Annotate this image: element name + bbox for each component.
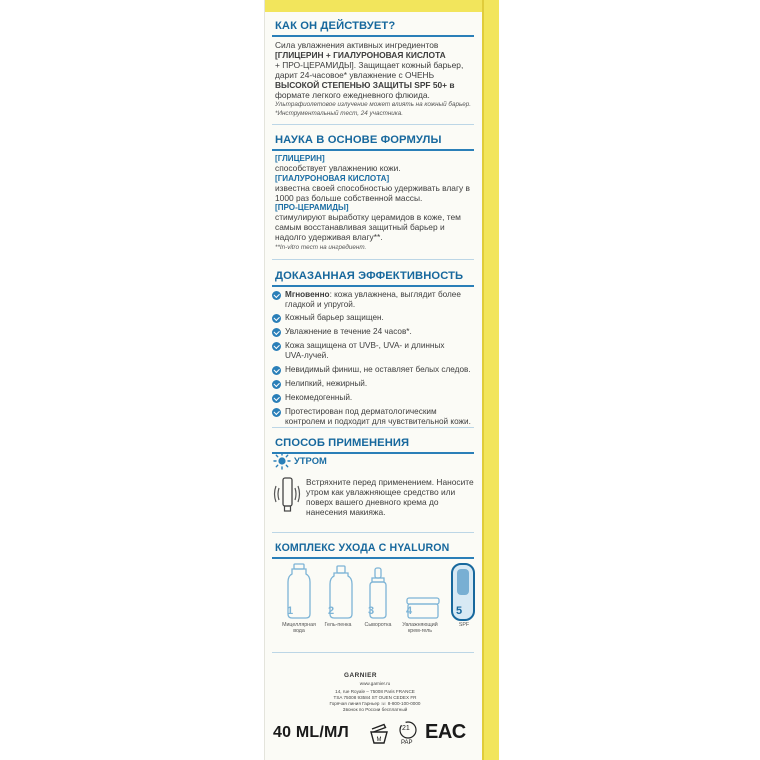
item-text: гладкой и упругой. bbox=[285, 300, 356, 310]
science-title: НАУКА В ОСНОВЕ ФОРМУЛЫ bbox=[275, 134, 442, 146]
usage-line-4: нанесения макияжа. bbox=[306, 507, 386, 517]
item-bold: Мгновенно bbox=[285, 290, 330, 299]
divider bbox=[272, 285, 474, 287]
ceramide-line-2: самым восстанавливая защитный барьер и bbox=[275, 222, 445, 232]
routine-title: КОМПЛЕКС УХОДА С HYALURON bbox=[275, 542, 450, 554]
divider bbox=[272, 427, 474, 428]
shake-tube-icon bbox=[272, 476, 302, 514]
ceramide-heading: [ПРО-ЦЕРАМИДЫ] bbox=[275, 203, 349, 212]
how-line-4: дарит 24-часовое* увлажнение с ОЧЕНЬ bbox=[275, 70, 435, 80]
step-caption: Увлажняющий крем-гель bbox=[402, 622, 438, 635]
glycerin-text: способствует увлажнению кожи. bbox=[275, 163, 401, 173]
step-number: 3 bbox=[368, 605, 375, 617]
divider bbox=[272, 149, 474, 151]
step-number: 4 bbox=[406, 605, 413, 617]
usage-title: СПОСОБ ПРИМЕНЕНИЯ bbox=[275, 437, 410, 449]
eac-mark: EAC bbox=[425, 721, 466, 743]
item-text: Кожа защищена от UVB-, UVA- и длинных bbox=[285, 341, 445, 350]
divider bbox=[272, 35, 474, 37]
efficacy-title: ДОКАЗАННАЯ ЭФФЕКТИВНОСТЬ bbox=[275, 270, 464, 282]
hyaluron-heading: [ГИАЛУРОНОВАЯ КИСЛОТА] bbox=[275, 174, 390, 183]
divider bbox=[272, 124, 474, 125]
step-caption: Мицеллярная вода bbox=[282, 622, 316, 635]
how-it-works-title: КАК ОН ДЕЙСТВУЕТ? bbox=[275, 20, 396, 32]
recycle-code: PAP bbox=[401, 740, 413, 746]
step-number: 2 bbox=[328, 605, 335, 617]
science-note: **In-vitro тест на ингредиент. bbox=[275, 244, 367, 251]
glycerin-heading: [ГЛИЦЕРИН] bbox=[275, 154, 325, 163]
step-caption: Гель-пенка bbox=[324, 622, 352, 628]
how-line-2: [ГЛИЦЕРИН + ГИАЛУРОНОВАЯ КИСЛОТА bbox=[275, 50, 446, 60]
check-icon bbox=[272, 291, 281, 300]
item-text: UVA-лучей. bbox=[285, 351, 329, 361]
address-line-2: TSA 75008 93584 ST OUEN CEDEX FR bbox=[333, 695, 417, 700]
ceramide-line-3: надолго удерживая влагу**. bbox=[275, 232, 383, 242]
yellow-side-strip bbox=[482, 0, 499, 760]
open-jar-icon bbox=[369, 723, 389, 745]
divider bbox=[272, 557, 474, 559]
check-icon bbox=[272, 328, 281, 337]
brand-logo: GARNIER bbox=[344, 672, 377, 679]
recycle-number: 21 bbox=[402, 725, 410, 732]
step-caption: Сыворотка bbox=[364, 622, 392, 628]
item-text: Некомедогенный. bbox=[285, 393, 353, 402]
routine-products-illustration bbox=[272, 560, 478, 622]
usage-line-3: поверх вашего дневного крема до bbox=[306, 497, 439, 507]
check-icon bbox=[272, 394, 281, 403]
item-text: контролем и подходит для чувствительной кожи. bbox=[285, 417, 471, 427]
step-caption: SPF bbox=[458, 622, 470, 628]
address-line-1: 14, rue Royale – 75008 Paris FRANCE bbox=[335, 689, 415, 694]
item-text: Нелипкий, нежирный. bbox=[285, 379, 368, 388]
hotline-text: Горячая линия Гарньер ☏ 8-800-100-0000 bbox=[329, 701, 421, 706]
svg-text:M: M bbox=[376, 737, 382, 743]
item-text: Кожный барьер защищен. bbox=[285, 313, 384, 322]
item-text: : кожа увлажнена, выглядит более bbox=[329, 290, 461, 299]
hyaluron-line-1: известна своей способностью удерживать влагу в bbox=[275, 183, 470, 193]
step-number: 1 bbox=[287, 605, 294, 617]
check-icon bbox=[272, 408, 281, 417]
site-text: www.garnier.ru bbox=[359, 681, 391, 686]
divider bbox=[272, 452, 474, 454]
hyaluron-line-2: 1000 раз больше собственной массы. bbox=[275, 193, 423, 203]
step-number: 5 bbox=[456, 605, 463, 617]
check-icon bbox=[272, 366, 281, 375]
check-icon bbox=[272, 380, 281, 389]
how-note-1: Ультрафиолетовое излучение может влиять на кожный барьер. bbox=[275, 101, 472, 108]
how-note-2: *Инструментальный тест, 24 участника. bbox=[275, 110, 404, 117]
item-text: Увлажнение в течение 24 часов*. bbox=[285, 327, 412, 336]
check-icon bbox=[272, 314, 281, 323]
free-call-text: Звонок по России бесплатный bbox=[342, 707, 408, 712]
sun-icon bbox=[273, 452, 291, 470]
divider bbox=[272, 259, 474, 260]
morning-label: УТРОМ bbox=[294, 455, 327, 466]
how-line-1: Сила увлажнения активных ингредиентов bbox=[275, 40, 439, 50]
ceramide-line-1: стимулируют выработку церамидов в коже, тем bbox=[275, 212, 461, 222]
divider bbox=[272, 652, 474, 653]
usage-line-1: Встряхните перед применением. Наносите bbox=[306, 477, 474, 487]
item-text: Невидимый финиш, не оставляет белых следов. bbox=[285, 365, 471, 374]
item-text: Протестирован под дерматологическим bbox=[285, 407, 437, 416]
how-line-6: формате легкого ежедневного флюида. bbox=[275, 90, 430, 100]
how-line-3: + ПРО-ЦЕРАМИДЫ]. Защищает кожный барьер, bbox=[275, 60, 464, 70]
volume-label: 40 ML/МЛ bbox=[273, 724, 349, 741]
how-line-5: ВЫСОКОЙ СТЕПЕНЬЮ ЗАЩИТЫ SPF 50+ в bbox=[275, 80, 455, 90]
usage-line-2: утром как увлажняющее средство или bbox=[306, 487, 456, 497]
check-icon bbox=[272, 342, 281, 351]
divider bbox=[272, 532, 474, 533]
